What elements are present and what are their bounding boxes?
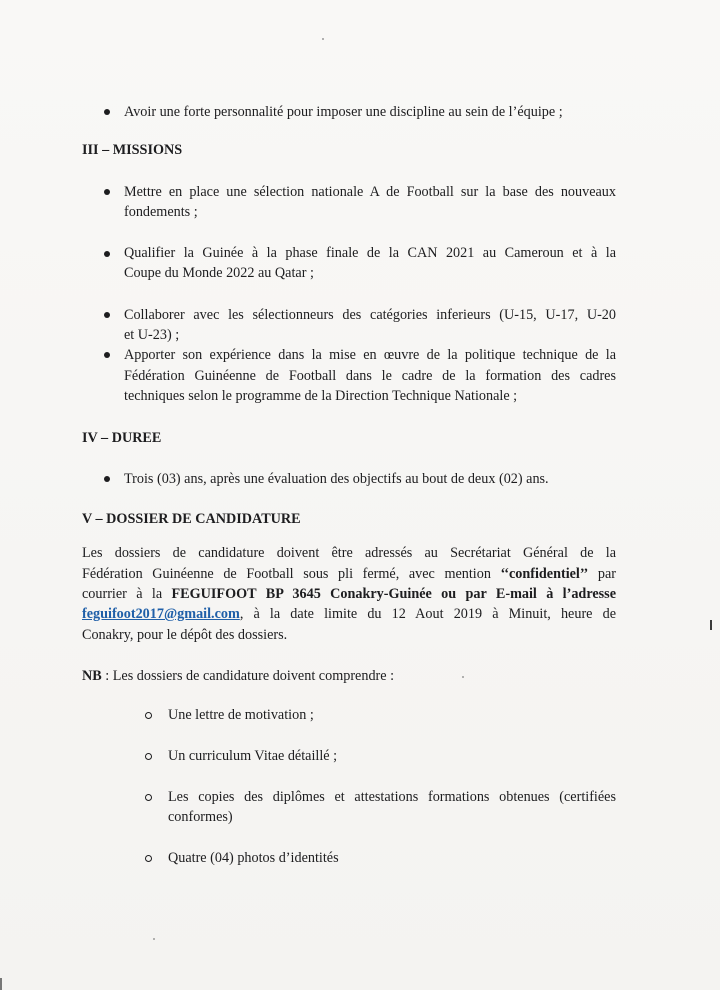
dossier-paragraph-line2	[82, 564, 616, 584]
mission-item-3-line2: et U-23) ;	[124, 327, 180, 343]
circle-bullet-marker	[145, 794, 152, 801]
dossier-paragraph-line1: Les dossiers de candidature doivent être adressés au Secrétariat Général de la	[82, 545, 616, 561]
scan-edge-mark	[0, 978, 2, 990]
scan-edge-mark	[710, 620, 712, 630]
mission-item-4-line1: Apporter son expérience dans la mise en œuvre de la politique technique de la	[124, 347, 616, 363]
bullet-marker	[104, 189, 110, 195]
mission-item-1-line2: fondements ;	[124, 204, 198, 220]
nb-intro	[82, 666, 394, 686]
nb-item-1: Une lettre de motivation ;	[168, 707, 314, 723]
bullet-marker	[104, 251, 110, 257]
mission-item-4-line3: techniques selon le programme de la Direction Technique Nationale ;	[124, 388, 518, 404]
duree-item: Trois (03) ans, après une évaluation des objectifs au bout de deux (02) ans.	[124, 471, 549, 487]
bullet-marker	[104, 476, 110, 482]
nb-label: NB	[82, 668, 102, 684]
scan-speck	[462, 676, 464, 678]
circle-bullet-marker	[145, 855, 152, 862]
nb-item-4: Quatre (04) photos d’identités	[168, 850, 339, 866]
mission-item-1-line1: Mettre en place une sélection nationale A de Football sur la base des nouveaux	[124, 184, 616, 200]
nb-text: : Les dossiers de candidature doivent comprendre :	[101, 668, 395, 684]
bullet-marker	[104, 312, 110, 318]
section-heading-missions: III – MISSIONS	[82, 142, 183, 158]
feguifoot-address: FEGUIFOOT BP 3645 Conakry-Guinée ou par E-mail à l’adresse	[171, 586, 616, 602]
scan-speck	[322, 38, 324, 40]
circle-bullet-marker	[145, 712, 152, 719]
mission-item-2-line2: Coupe du Monde 2022 au Qatar ;	[124, 265, 314, 281]
top-bullet-text: Avoir une forte personnalité pour imposer une discipline au sein de l’équipe ;	[124, 104, 563, 120]
dossier-paragraph-line5: Conakry, pour le dépôt des dossiers.	[82, 627, 288, 643]
dossier-paragraph-line3	[82, 584, 616, 604]
email-link[interactable]: feguifoot2017@gmail.com	[82, 606, 240, 622]
confidentiel-label: ‘‘confidentiel’’	[500, 566, 589, 582]
circle-bullet-marker	[145, 753, 152, 760]
mission-item-3-line1: Collaborer avec les sélectionneurs des catégories inferieurs (U-15, U-17, U-20	[124, 307, 616, 323]
nb-item-2: Un curriculum Vitae détaillé ;	[168, 748, 338, 764]
dossier-text: Fédération Guinéenne de Football sous pli fermé, avec mention	[82, 566, 501, 582]
section-heading-duree: IV – DUREE	[82, 430, 162, 446]
mission-item-4-line2: Fédération Guinéenne de Football dans le cadre de la formation des cadres	[124, 368, 616, 384]
section-heading-dossier: V – DOSSIER DE CANDIDATURE	[82, 511, 301, 527]
nb-item-3-line2: conformes)	[168, 809, 233, 825]
bullet-marker	[104, 352, 110, 358]
bullet-marker	[104, 109, 110, 115]
nb-item-3-line1: Les copies des diplômes et attestations formations obtenues (certifiées	[168, 789, 616, 805]
scan-speck	[153, 938, 155, 940]
dossier-text: par	[588, 566, 616, 582]
dossier-text: , à la date limite du 12 Aout 2019 à Minuit, heure de	[239, 606, 616, 622]
dossier-paragraph-line4	[82, 604, 616, 624]
dossier-text: courrier à la	[82, 586, 172, 602]
mission-item-2-line1: Qualifier la Guinée à la phase finale de la CAN 2021 au Cameroun et à la	[124, 245, 616, 261]
